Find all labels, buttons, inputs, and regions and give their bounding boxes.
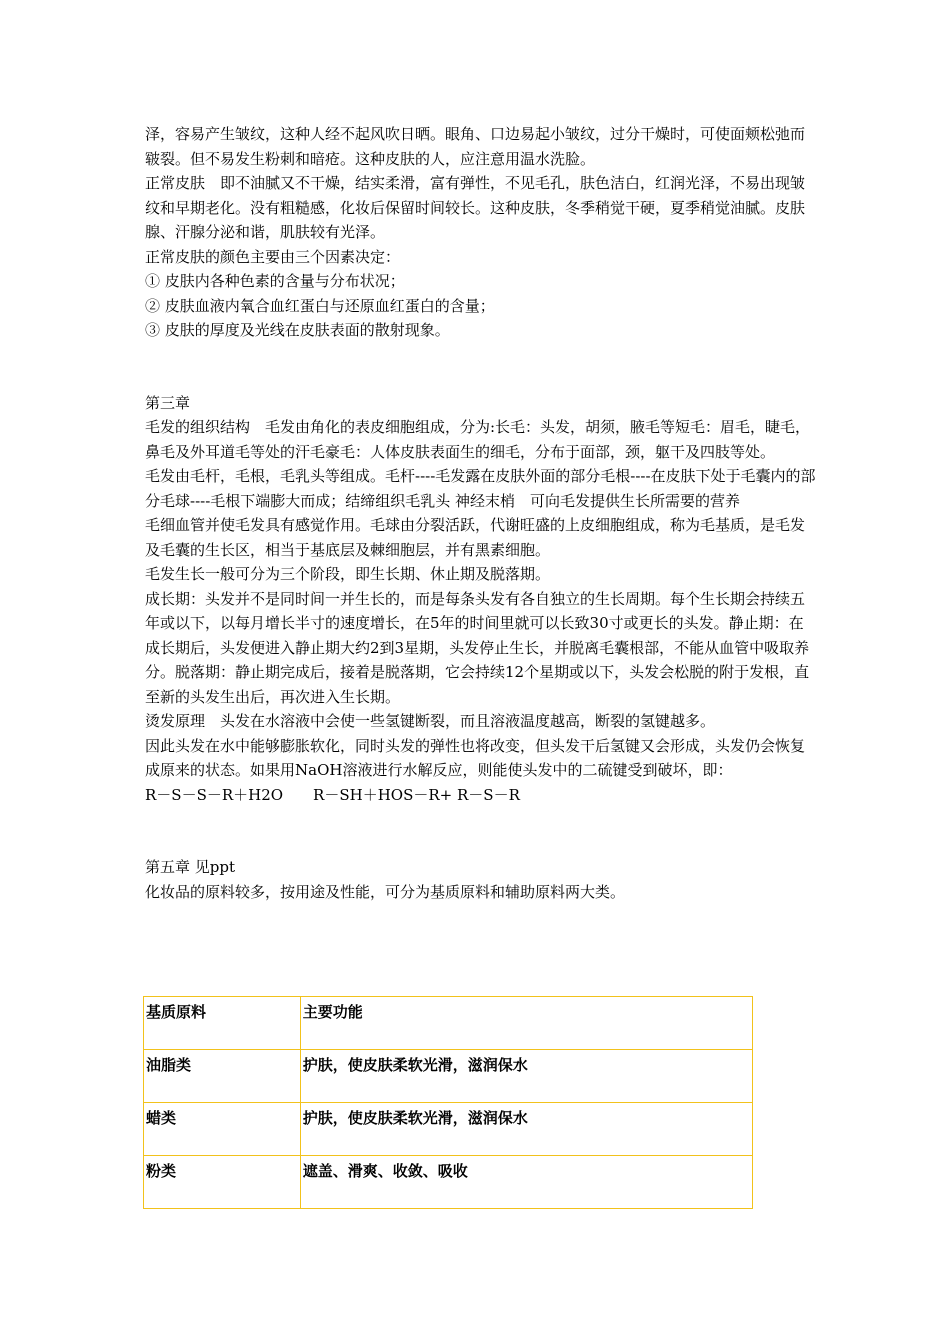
chapter3-heading: 第三章: [145, 393, 191, 412]
paragraph-capillaries: 毛细血管并使毛发具有感觉作用。毛球由分裂活跃，代谢旺盛的上皮细胞组成，称为毛基质，是毛发及毛囊的生长区，相当于基底层及棘细胞层，并有黑素细胞。: [145, 516, 806, 559]
paragraph-hydrolysis: 因此头发在水中能够膨胀软化，同时头发的弹性也将改变，但头发干后氢键又会形成，头发仍会恢复成原来的状态。如果用NaOH溶液进行水解反应，则能使头发中的二硫键受到破坏，即：: [145, 736, 806, 779]
materials-table: [143, 996, 753, 1209]
paragraph-normal-skin: 正常皮肤 即不油腻又不干燥，结实柔滑，富有弹性，不见毛孔，肤色洁白，红润光泽，不易出现皱纹和早期老化。没有粗糙感，化妆后保留时间较长。这种皮肤，冬季稍觉干硬，夏季稍觉油腻。皮肤腺、汗腺分泌和谐，肌肤较有光泽。: [145, 174, 806, 241]
spacer: [145, 343, 817, 391]
table-row: [144, 1050, 753, 1103]
table-cell: 蜡类: [144, 1103, 301, 1156]
table-row: [144, 1156, 753, 1209]
paragraph-growth-period: 成长期：头发并不是同时间一并生长的，而是每条头发有各自独立的生长周期。每个生长期会持续五年或以下，以每月增长半寸的速度增长，在5年的时间里就可以长致30寸或更长的头发。静止期：在成长期后，头发便进入静止期大约2到3星期，头发停止生长，并脱离毛囊根部，不能从血管中吸取养分。脱落期：静止期完成后，接着是脱落期，它会持续12个星期或以下，头发会松脱的附于发根，直至新的头发生出后，再次进入生长期。: [145, 589, 810, 706]
table-cell: 遮盖、滑爽、收敛、吸收: [300, 1156, 752, 1209]
chapter5-heading: 第五章 见ppt: [145, 858, 236, 876]
table-cell: 护肤，使皮肤柔软光滑，滋润保水: [300, 1103, 752, 1156]
chemical-formula: R－S－S－R＋H2O R－SH＋HOS－R+ R－S－R: [145, 785, 520, 804]
table-cell: 护肤，使皮肤柔软光滑，滋润保水: [300, 1050, 752, 1103]
table-cell: 粉类: [144, 1156, 301, 1209]
paragraph-growth-stages: 毛发生长一般可分为三个阶段，即生长期、休止期及脱落期。: [145, 565, 551, 583]
paragraph-perm-principle: 烫发原理 头发在水溶液中会使一些氢键断裂，而且溶液温度越高，断裂的氢键越多。: [145, 712, 716, 730]
list-item-1: ① 皮肤内各种色素的含量与分布状况；: [145, 272, 405, 290]
table-cell: 油脂类: [144, 1050, 301, 1103]
list-item-3: ③ 皮肤的厚度及光线在皮肤表面的散射现象。: [145, 321, 450, 339]
table-header-row: [144, 997, 753, 1050]
table-header-cell: 基质原料: [144, 997, 301, 1050]
paragraph-dry-skin: 泽，容易产生皱纹，这种人经不起风吹日晒。眼角、口边易起小皱纹，过分干燥时，可使面颊松弛而皲裂。但不易发生粉刺和暗疮。这种皮肤的人，应注意用温水洗脸。: [145, 125, 806, 168]
paragraph-materials-intro: 化妆品的原料较多，按用途及性能，可分为基质原料和辅助原料两大类。: [145, 882, 626, 901]
paragraph-skin-color: 正常皮肤的颜色主要由三个因素决定：: [145, 247, 401, 266]
paragraph-hair-parts: 毛发由毛杆，毛根，毛乳头等组成。毛杆----毛发露在皮肤外面的部分毛根----在皮肤下处于毛囊内的部分毛球----毛根下端膨大而成；结缔组织毛乳头 神经末梢 可向毛发提供生长所需要的营养: [145, 467, 816, 510]
spacer: [145, 807, 817, 855]
list-item-2: ② 皮肤血液内氧合血红蛋白与还原血红蛋白的含量；: [145, 296, 495, 315]
table-row: [144, 1103, 753, 1156]
paragraph-hair-structure: 毛发的组织结构 毛发由角化的表皮细胞组成，分为:长毛：头发，胡须，腋毛等短毛：眉毛，睫毛，鼻毛及外耳道毛等处的汗毛豪毛：人体皮肤表面生的细毛，分布于面部，颈，躯干及四肢等处。: [145, 418, 811, 461]
document-body: [145, 122, 817, 904]
table-header-cell: 主要功能: [300, 997, 752, 1050]
